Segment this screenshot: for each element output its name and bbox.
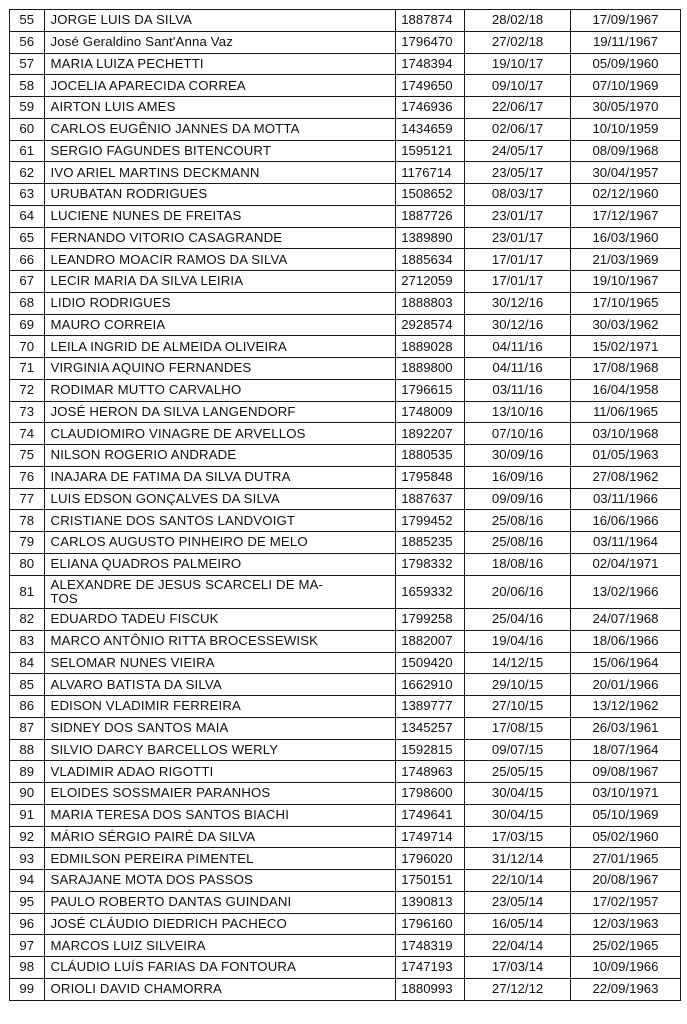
person-name-cell: LIDIO RODRIGUES: [44, 292, 396, 314]
birth-date-cell: 19/10/1967: [570, 271, 680, 293]
row-number-cell: 96: [10, 913, 45, 935]
person-name-cell: JOSÉ CLÁUDIO DIEDRICH PACHECO: [44, 913, 396, 935]
table-row: [10, 957, 681, 979]
birth-date-cell: 03/10/1968: [570, 423, 680, 445]
birth-date-cell: 16/04/1958: [570, 379, 680, 401]
person-name-cell: ALVARO BATISTA DA SILVA: [44, 674, 396, 696]
table-row: [10, 31, 681, 53]
event-date-cell: 17/03/14: [465, 957, 571, 979]
birth-date-cell: 27/01/1965: [570, 848, 680, 870]
person-name-cell: SERGIO FAGUNDES BITENCOURT: [44, 140, 396, 162]
registration-number-cell: 1798332: [396, 553, 465, 575]
registration-number-cell: 1887874: [396, 10, 465, 32]
row-number-cell: 72: [10, 379, 45, 401]
person-name-cell: LECIR MARIA DA SILVA LEIRIA: [44, 271, 396, 293]
row-number-cell: 60: [10, 118, 45, 140]
event-date-cell: 30/09/16: [465, 445, 571, 467]
birth-date-cell: 30/04/1957: [570, 162, 680, 184]
table-row: [10, 445, 681, 467]
row-number-cell: 88: [10, 739, 45, 761]
registration-number-cell: 1749714: [396, 826, 465, 848]
person-name-cell: IVO ARIEL MARTINS DECKMANN: [44, 162, 396, 184]
table-row: [10, 652, 681, 674]
table-row: [10, 826, 681, 848]
event-date-cell: 23/01/17: [465, 205, 571, 227]
birth-date-cell: 07/10/1969: [570, 75, 680, 97]
event-date-cell: 24/05/17: [465, 140, 571, 162]
event-date-cell: 23/01/17: [465, 227, 571, 249]
event-date-cell: 25/05/15: [465, 761, 571, 783]
event-date-cell: 20/06/16: [465, 575, 571, 609]
person-name-cell: LUCIENE NUNES DE FREITAS: [44, 205, 396, 227]
event-date-cell: 16/09/16: [465, 466, 571, 488]
person-name-cell: ELIANA QUADROS PALMEIRO: [44, 553, 396, 575]
document-table-container: [9, 9, 681, 1001]
birth-date-cell: 09/08/1967: [570, 761, 680, 783]
birth-date-cell: 27/08/1962: [570, 466, 680, 488]
table-row: [10, 401, 681, 423]
table-body: [10, 10, 681, 1001]
registration-number-cell: 1748009: [396, 401, 465, 423]
birth-date-cell: 10/10/1959: [570, 118, 680, 140]
person-name-cell: MARIA TERESA DOS SANTOS BIACHI: [44, 804, 396, 826]
event-date-cell: 19/04/16: [465, 630, 571, 652]
row-number-cell: 56: [10, 31, 45, 53]
birth-date-cell: 02/04/1971: [570, 553, 680, 575]
registration-number-cell: 2928574: [396, 314, 465, 336]
row-number-cell: 94: [10, 870, 45, 892]
registration-number-cell: 1592815: [396, 739, 465, 761]
birth-date-cell: 03/11/1964: [570, 532, 680, 554]
birth-date-cell: 15/02/1971: [570, 336, 680, 358]
birth-date-cell: 24/07/1968: [570, 609, 680, 631]
registration-number-cell: 1749650: [396, 75, 465, 97]
birth-date-cell: 30/03/1962: [570, 314, 680, 336]
registration-number-cell: 1389777: [396, 696, 465, 718]
table-row: [10, 804, 681, 826]
person-name-cell: JORGE LUIS DA SILVA: [44, 10, 396, 32]
table-row: [10, 75, 681, 97]
person-name-cell: VIRGINIA AQUINO FERNANDES: [44, 358, 396, 380]
event-date-cell: 19/10/17: [465, 53, 571, 75]
birth-date-cell: 26/03/1961: [570, 717, 680, 739]
registration-number-cell: 1880993: [396, 978, 465, 1000]
event-date-cell: 23/05/14: [465, 891, 571, 913]
registration-number-cell: 1880535: [396, 445, 465, 467]
event-date-cell: 04/11/16: [465, 336, 571, 358]
event-date-cell: 22/06/17: [465, 97, 571, 119]
registration-number-cell: 1748319: [396, 935, 465, 957]
event-date-cell: 22/04/14: [465, 935, 571, 957]
birth-date-cell: 16/06/1966: [570, 510, 680, 532]
registration-number-cell: 1798600: [396, 783, 465, 805]
person-name-cell: EDMILSON PEREIRA PIMENTEL: [44, 848, 396, 870]
row-number-cell: 61: [10, 140, 45, 162]
birth-date-cell: 05/10/1969: [570, 804, 680, 826]
row-number-cell: 89: [10, 761, 45, 783]
personnel-table: [9, 9, 681, 1001]
table-row: [10, 870, 681, 892]
row-number-cell: 59: [10, 97, 45, 119]
person-name-cell: LEANDRO MOACIR RAMOS DA SILVA: [44, 249, 396, 271]
table-row: [10, 205, 681, 227]
table-row: [10, 575, 681, 609]
row-number-cell: 95: [10, 891, 45, 913]
event-date-cell: 30/04/15: [465, 783, 571, 805]
row-number-cell: 70: [10, 336, 45, 358]
table-row: [10, 630, 681, 652]
person-name-cell: ORIOLI DAVID CHAMORRA: [44, 978, 396, 1000]
row-number-cell: 92: [10, 826, 45, 848]
table-row: [10, 10, 681, 32]
event-date-cell: 04/11/16: [465, 358, 571, 380]
person-name-cell: PAULO ROBERTO DANTAS GUINDANI: [44, 891, 396, 913]
registration-number-cell: 1176714: [396, 162, 465, 184]
row-number-cell: 69: [10, 314, 45, 336]
birth-date-cell: 20/08/1967: [570, 870, 680, 892]
person-name-cell: NILSON ROGERIO ANDRADE: [44, 445, 396, 467]
registration-number-cell: 1746936: [396, 97, 465, 119]
registration-number-cell: 1750151: [396, 870, 465, 892]
row-number-cell: 67: [10, 271, 45, 293]
person-name-cell: SILVIO DARCY BARCELLOS WERLY: [44, 739, 396, 761]
table-row: [10, 488, 681, 510]
table-row: [10, 553, 681, 575]
row-number-cell: 58: [10, 75, 45, 97]
person-name-cell: ALEXANDRE DE JESUS SCARCELI DE MA- TOS: [44, 575, 396, 609]
registration-number-cell: 1887637: [396, 488, 465, 510]
birth-date-cell: 13/12/1962: [570, 696, 680, 718]
table-row: [10, 848, 681, 870]
registration-number-cell: 1749641: [396, 804, 465, 826]
event-date-cell: 25/04/16: [465, 609, 571, 631]
event-date-cell: 02/06/17: [465, 118, 571, 140]
registration-number-cell: 1748394: [396, 53, 465, 75]
table-row: [10, 423, 681, 445]
row-number-cell: 63: [10, 184, 45, 206]
row-number-cell: 78: [10, 510, 45, 532]
person-name-cell: RODIMAR MUTTO CARVALHO: [44, 379, 396, 401]
person-name-cell: AIRTON LUIS AMES: [44, 97, 396, 119]
birth-date-cell: 20/01/1966: [570, 674, 680, 696]
row-number-cell: 87: [10, 717, 45, 739]
person-name-cell: CARLOS EUGÊNIO JANNES DA MOTTA: [44, 118, 396, 140]
row-number-cell: 71: [10, 358, 45, 380]
birth-date-cell: 03/10/1971: [570, 783, 680, 805]
person-name-cell: MARCO ANTÔNIO RITTA BROCESSEWISK: [44, 630, 396, 652]
person-name-cell: URUBATAN RODRIGUES: [44, 184, 396, 206]
registration-number-cell: 1390813: [396, 891, 465, 913]
table-row: [10, 358, 681, 380]
row-number-cell: 85: [10, 674, 45, 696]
birth-date-cell: 25/02/1965: [570, 935, 680, 957]
registration-number-cell: 1434659: [396, 118, 465, 140]
person-name-cell: MAURO CORREIA: [44, 314, 396, 336]
event-date-cell: 18/08/16: [465, 553, 571, 575]
row-number-cell: 62: [10, 162, 45, 184]
table-row: [10, 891, 681, 913]
row-number-cell: 68: [10, 292, 45, 314]
birth-date-cell: 17/09/1967: [570, 10, 680, 32]
registration-number-cell: 1892207: [396, 423, 465, 445]
event-date-cell: 13/10/16: [465, 401, 571, 423]
table-row: [10, 674, 681, 696]
birth-date-cell: 19/11/1967: [570, 31, 680, 53]
birth-date-cell: 15/06/1964: [570, 652, 680, 674]
event-date-cell: 14/12/15: [465, 652, 571, 674]
registration-number-cell: 1796470: [396, 31, 465, 53]
registration-number-cell: 1508652: [396, 184, 465, 206]
table-row: [10, 510, 681, 532]
person-name-cell: EDISON VLADIMIR FERREIRA: [44, 696, 396, 718]
event-date-cell: 27/10/15: [465, 696, 571, 718]
person-name-cell: SARAJANE MOTA DOS PASSOS: [44, 870, 396, 892]
registration-number-cell: 1796615: [396, 379, 465, 401]
event-date-cell: 09/10/17: [465, 75, 571, 97]
birth-date-cell: 18/07/1964: [570, 739, 680, 761]
table-row: [10, 739, 681, 761]
row-number-cell: 91: [10, 804, 45, 826]
registration-number-cell: 1659332: [396, 575, 465, 609]
registration-number-cell: 1345257: [396, 717, 465, 739]
table-row: [10, 913, 681, 935]
birth-date-cell: 16/03/1960: [570, 227, 680, 249]
birth-date-cell: 01/05/1963: [570, 445, 680, 467]
table-row: [10, 717, 681, 739]
row-number-cell: 81: [10, 575, 45, 609]
table-row: [10, 118, 681, 140]
registration-number-cell: 1887726: [396, 205, 465, 227]
person-name-cell: SIDNEY DOS SANTOS MAIA: [44, 717, 396, 739]
birth-date-cell: 17/02/1957: [570, 891, 680, 913]
table-row: [10, 379, 681, 401]
table-row: [10, 227, 681, 249]
registration-number-cell: 1796160: [396, 913, 465, 935]
birth-date-cell: 13/02/1966: [570, 575, 680, 609]
registration-number-cell: 1799452: [396, 510, 465, 532]
row-number-cell: 55: [10, 10, 45, 32]
birth-date-cell: 08/09/1968: [570, 140, 680, 162]
table-row: [10, 978, 681, 1000]
person-name-cell: MARIA LUIZA PECHETTI: [44, 53, 396, 75]
birth-date-cell: 02/12/1960: [570, 184, 680, 206]
row-number-cell: 77: [10, 488, 45, 510]
registration-number-cell: 1799258: [396, 609, 465, 631]
birth-date-cell: 05/09/1960: [570, 53, 680, 75]
row-number-cell: 97: [10, 935, 45, 957]
table-row: [10, 140, 681, 162]
row-number-cell: 76: [10, 466, 45, 488]
table-row: [10, 314, 681, 336]
row-number-cell: 84: [10, 652, 45, 674]
registration-number-cell: 1748963: [396, 761, 465, 783]
event-date-cell: 16/05/14: [465, 913, 571, 935]
registration-number-cell: 1796020: [396, 848, 465, 870]
row-number-cell: 73: [10, 401, 45, 423]
event-date-cell: 17/01/17: [465, 249, 571, 271]
table-row: [10, 184, 681, 206]
birth-date-cell: 03/11/1966: [570, 488, 680, 510]
person-name-cell: LEILA INGRID DE ALMEIDA OLIVEIRA: [44, 336, 396, 358]
table-row: [10, 336, 681, 358]
registration-number-cell: 1882007: [396, 630, 465, 652]
registration-number-cell: 1888803: [396, 292, 465, 314]
registration-number-cell: 1389890: [396, 227, 465, 249]
event-date-cell: 27/12/12: [465, 978, 571, 1000]
event-date-cell: 25/08/16: [465, 532, 571, 554]
birth-date-cell: 30/05/1970: [570, 97, 680, 119]
row-number-cell: 65: [10, 227, 45, 249]
event-date-cell: 30/04/15: [465, 804, 571, 826]
event-date-cell: 30/12/16: [465, 292, 571, 314]
row-number-cell: 79: [10, 532, 45, 554]
birth-date-cell: 10/09/1966: [570, 957, 680, 979]
event-date-cell: 25/08/16: [465, 510, 571, 532]
event-date-cell: 17/03/15: [465, 826, 571, 848]
event-date-cell: 23/05/17: [465, 162, 571, 184]
row-number-cell: 64: [10, 205, 45, 227]
registration-number-cell: 1595121: [396, 140, 465, 162]
row-number-cell: 66: [10, 249, 45, 271]
table-row: [10, 532, 681, 554]
table-row: [10, 783, 681, 805]
registration-number-cell: 1662910: [396, 674, 465, 696]
event-date-cell: 17/08/15: [465, 717, 571, 739]
table-row: [10, 609, 681, 631]
event-date-cell: 09/07/15: [465, 739, 571, 761]
table-row: [10, 271, 681, 293]
row-number-cell: 82: [10, 609, 45, 631]
row-number-cell: 83: [10, 630, 45, 652]
event-date-cell: 08/03/17: [465, 184, 571, 206]
event-date-cell: 07/10/16: [465, 423, 571, 445]
person-name-cell: CRISTIANE DOS SANTOS LANDVOIGT: [44, 510, 396, 532]
registration-number-cell: 1747193: [396, 957, 465, 979]
person-name-cell: INAJARA DE FATIMA DA SILVA DUTRA: [44, 466, 396, 488]
person-name-cell: FERNANDO VITORIO CASAGRANDE: [44, 227, 396, 249]
event-date-cell: 27/02/18: [465, 31, 571, 53]
row-number-cell: 74: [10, 423, 45, 445]
row-number-cell: 99: [10, 978, 45, 1000]
person-name-cell: LUIS EDSON GONÇALVES DA SILVA: [44, 488, 396, 510]
birth-date-cell: 17/08/1968: [570, 358, 680, 380]
event-date-cell: 09/09/16: [465, 488, 571, 510]
registration-number-cell: 1889028: [396, 336, 465, 358]
table-row: [10, 935, 681, 957]
person-name-cell: CARLOS AUGUSTO PINHEIRO DE MELO: [44, 532, 396, 554]
person-name-cell: EDUARDO TADEU FISCUK: [44, 609, 396, 631]
person-name-cell: CLAUDIOMIRO VINAGRE DE ARVELLOS: [44, 423, 396, 445]
birth-date-cell: 22/09/1963: [570, 978, 680, 1000]
event-date-cell: 29/10/15: [465, 674, 571, 696]
row-number-cell: 75: [10, 445, 45, 467]
person-name-cell: José Geraldino Sant'Anna Vaz: [44, 31, 396, 53]
row-number-cell: 86: [10, 696, 45, 718]
event-date-cell: 22/10/14: [465, 870, 571, 892]
person-name-cell: JOSÉ HERON DA SILVA LANGENDORF: [44, 401, 396, 423]
registration-number-cell: 1795848: [396, 466, 465, 488]
birth-date-cell: 05/02/1960: [570, 826, 680, 848]
event-date-cell: 30/12/16: [465, 314, 571, 336]
registration-number-cell: 2712059: [396, 271, 465, 293]
table-row: [10, 696, 681, 718]
table-row: [10, 53, 681, 75]
person-name-cell: SELOMAR NUNES VIEIRA: [44, 652, 396, 674]
row-number-cell: 57: [10, 53, 45, 75]
birth-date-cell: 17/10/1965: [570, 292, 680, 314]
table-row: [10, 162, 681, 184]
person-name-cell: MARCOS LUIZ SILVEIRA: [44, 935, 396, 957]
event-date-cell: 31/12/14: [465, 848, 571, 870]
registration-number-cell: 1509420: [396, 652, 465, 674]
event-date-cell: 17/01/17: [465, 271, 571, 293]
row-number-cell: 80: [10, 553, 45, 575]
registration-number-cell: 1885235: [396, 532, 465, 554]
registration-number-cell: 1885634: [396, 249, 465, 271]
table-row: [10, 249, 681, 271]
person-name-cell: VLADIMIR ADAO RIGOTTI: [44, 761, 396, 783]
table-row: [10, 466, 681, 488]
row-number-cell: 98: [10, 957, 45, 979]
person-name-cell: CLÁUDIO LUÍS FARIAS DA FONTOURA: [44, 957, 396, 979]
person-name-cell: MÁRIO SÉRGIO PAIRÉ DA SILVA: [44, 826, 396, 848]
birth-date-cell: 17/12/1967: [570, 205, 680, 227]
birth-date-cell: 11/06/1965: [570, 401, 680, 423]
birth-date-cell: 21/03/1969: [570, 249, 680, 271]
person-name-cell: ELOIDES SOSSMAIER PARANHOS: [44, 783, 396, 805]
birth-date-cell: 18/06/1966: [570, 630, 680, 652]
table-row: [10, 292, 681, 314]
table-row: [10, 761, 681, 783]
row-number-cell: 90: [10, 783, 45, 805]
table-row: [10, 97, 681, 119]
event-date-cell: 28/02/18: [465, 10, 571, 32]
event-date-cell: 03/11/16: [465, 379, 571, 401]
person-name-cell: JOCELIA APARECIDA CORREA: [44, 75, 396, 97]
row-number-cell: 93: [10, 848, 45, 870]
registration-number-cell: 1889800: [396, 358, 465, 380]
birth-date-cell: 12/03/1963: [570, 913, 680, 935]
